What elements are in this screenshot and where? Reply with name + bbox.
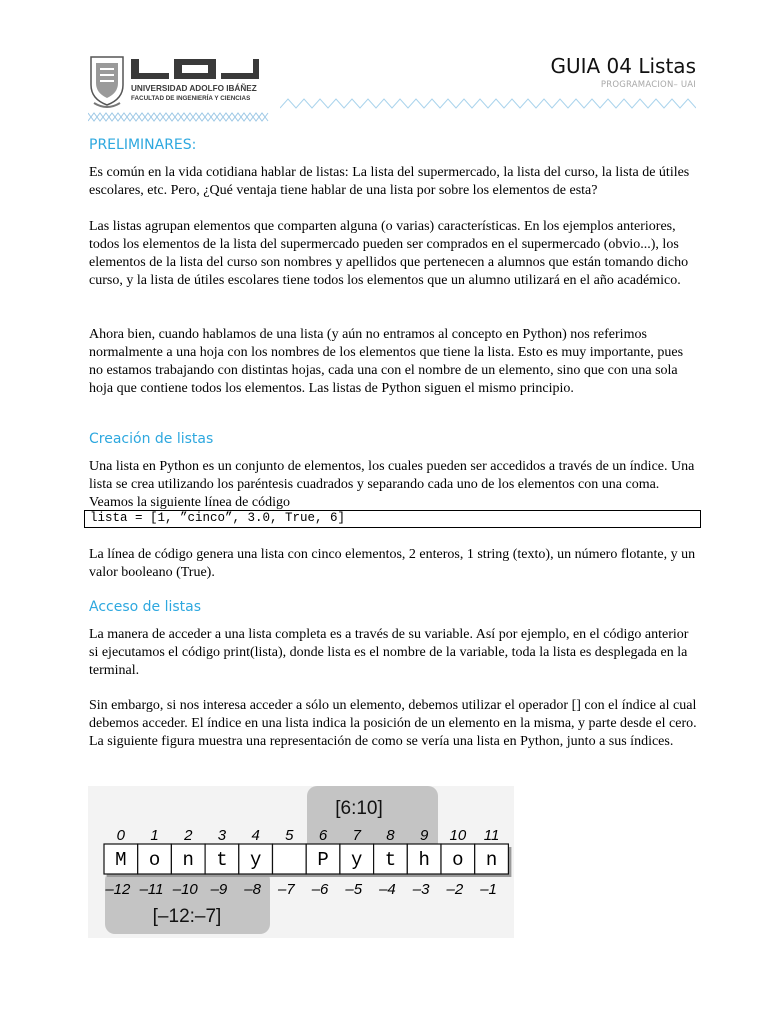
paragraph-preliminares-2: Las listas agrupan elementos que comparten alguna (o varias) características. En los ejemplos anteriores, todos los elementos de la lista del supermercado pueden ser comprados en el supermercado (obvio...), los elementos de la lista del curso son nombres y apellidos que pertenecen a alumnos que están tomando dicho curso, y la lista de útiles escolares tiene todos los elementos que un alumno utilizará en el año académico. <box>89 219 689 288</box>
list-cell-char: y <box>351 849 363 871</box>
slice-label-bottom: [–12:–7] <box>152 906 222 927</box>
list-cell-char: o <box>148 849 161 871</box>
negative-index-label: –9 <box>210 881 228 898</box>
negative-index-label: –3 <box>412 881 430 898</box>
list-index-figure <box>88 786 514 938</box>
logo-faculty-text: FACULTAD DE INGENIERÍA Y CIENCIAS <box>131 95 251 102</box>
list-cell-char: M <box>115 849 127 871</box>
list-cell-char: o <box>452 849 464 871</box>
list-cell <box>273 844 307 874</box>
document-title: GUIA 04 Listas <box>550 54 696 78</box>
negative-index-label: –10 <box>172 881 198 898</box>
positive-index-label: 8 <box>386 827 395 844</box>
positive-index-label: 9 <box>419 827 429 844</box>
paragraph-creacion-1: Una lista en Python es un conjunto de elementos, los cuales pueden ser accedidos a través de un índice. Una lista se crea utilizando los paréntesis cuadrados y separando cada uno de los elementos con una coma. Veamos la siguiente línea de código <box>89 459 695 510</box>
list-cell-char: h <box>418 849 430 871</box>
list-cell-char: P <box>317 849 329 871</box>
heading-acceso: Acceso de listas <box>89 599 202 615</box>
negative-index-label: –1 <box>480 881 497 898</box>
slice-label-top: [6:10] <box>335 798 383 819</box>
uai-wordmark <box>131 59 259 79</box>
negative-index-label: –5 <box>345 881 363 898</box>
paragraph-acceso-1: La manera de acceder a una lista completa es a través de su variable. Así por ejemplo, en el código anterior si ejecutamos el código print(lista), donde lista es el nombre de la variable, toda la lista es desplegada en la terminal. <box>89 627 689 678</box>
positive-index-label: 3 <box>217 827 227 844</box>
paragraph-preliminares-1: Es común en la vida cotidiana hablar de listas: La lista del supermercado, la lista del curso, la lista de útiles escolares, etc. Pero, ¿Qué ventaja tiene hablar de una lista por sobre los elementos de esta? <box>89 165 690 198</box>
list-cell-char: y <box>249 849 262 871</box>
positive-index-label: 5 <box>285 827 294 844</box>
logo-university-text: UNIVERSIDAD ADOLFO IBÁÑEZ <box>131 84 257 93</box>
negative-index-label: –8 <box>244 881 261 898</box>
heading-preliminares: PRELIMINARES: <box>89 137 197 153</box>
list-cell-char: n <box>485 849 498 871</box>
uai-logo <box>88 55 273 127</box>
positive-index-label: 1 <box>150 827 159 844</box>
negative-index-label: –11 <box>139 881 164 898</box>
positive-index-label: 11 <box>483 827 500 844</box>
list-cell-char: t <box>384 849 397 871</box>
negative-index-label: –7 <box>278 881 295 898</box>
list-cell-char: n <box>182 849 194 871</box>
positive-index-label: 2 <box>184 827 193 844</box>
negative-index-label: –4 <box>379 881 396 898</box>
document-subtitle: PROGRAMACION– UAI <box>600 80 696 90</box>
list-cell-char: t <box>216 849 228 871</box>
negative-index-label: –6 <box>311 881 329 898</box>
code-block: lista = [1, ”cinco”, 3.0, True, 6] <box>84 510 701 528</box>
positive-index-label: 7 <box>352 827 361 844</box>
paragraph-preliminares-3: Ahora bien, cuando hablamos de una lista (y aún no entramos al concepto en Python) nos referimos normalmente a una hoja con los nombres de los elementos que tiene la lista. Esto es muy importante, pues no estamos trabajando con distintas hojas, cada una con el nombre de un elemento, sino que con una sola hoja que contiene todos los elementos. Las listas de Python siguen el mismo principio. <box>89 327 684 396</box>
negative-index-label: –2 <box>446 881 464 898</box>
header-zigzag-divider <box>280 96 696 110</box>
positive-index-label: 0 <box>116 827 126 844</box>
crest-icon <box>91 57 123 107</box>
negative-index-label: –12 <box>105 881 131 898</box>
paragraph-creacion-2: La línea de código genera una lista con cinco elementos, 2 enteros, 1 string (texto), un número flotante, y un valor booleano (True). <box>89 547 696 580</box>
positive-index-label: 4 <box>251 827 260 844</box>
positive-index-label: 10 <box>449 827 467 844</box>
positive-index-label: 6 <box>318 827 328 844</box>
heading-creacion: Creación de listas <box>89 431 214 447</box>
paragraph-acceso-2: Sin embargo, si nos interesa acceder a sólo un elemento, debemos utilizar el operador [] con el índice al cual debemos acceder. El índice en una lista indica la posición de un elemento en la misma, y parte desde el cero. La siguiente figura muestra una representación de como se vería una lista en Python, junto a sus índices. <box>89 698 697 749</box>
